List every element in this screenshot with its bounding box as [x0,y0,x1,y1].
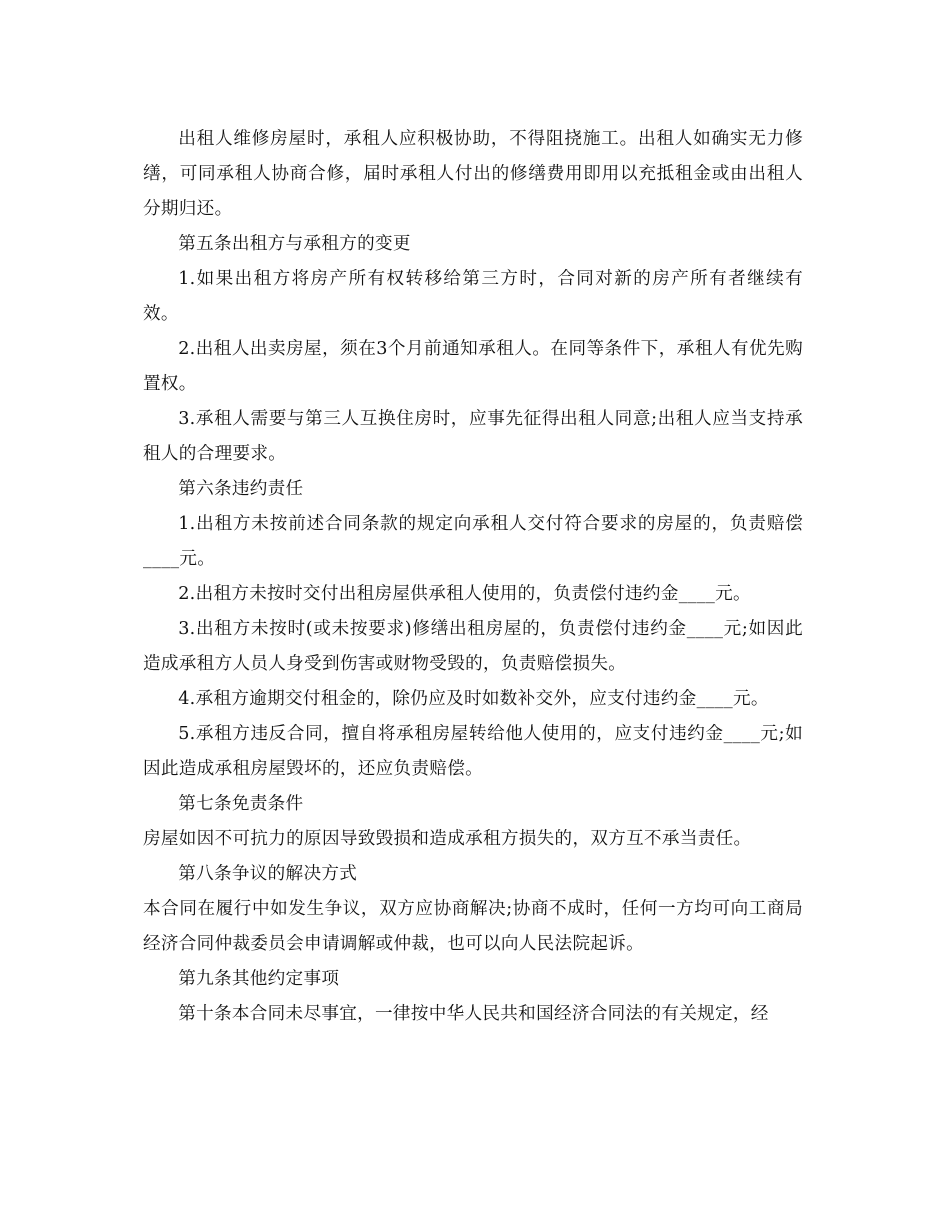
clause-6-4: 4.承租方逾期交付租金的，除仍应及时如数补交外，应支付违约金____元。 [178,689,769,709]
clause-7-body: 房屋如因不可抗力的原因导致毁损和造成承租方损失的，双方互不承当责任。 [143,829,752,849]
clause-6-5: 5.承租方违反合同，擅自将承租房屋转给他人使用的，应支付违约金____元;如因此造成承租房屋毁坏的，还应负责赔偿。 [143,724,803,779]
heading-article-10: 第十条本合同未尽事宜，一律按中华人民共和国经济合同法的有关规定，经 [178,1004,769,1024]
heading-article-9: 第九条其他约定事项 [178,969,340,989]
heading-article-7: 第七条免责条件 [178,794,304,814]
clause-8-body: 本合同在履行中如发生争议，双方应协商解决;协商不成时，任何一方均可向工商局经济合同仲裁委员会申请调解或仲裁，也可以向人民法院起诉。 [143,899,803,954]
heading-article-6: 第六条违约责任 [178,479,304,499]
clause-5-2: 2.出租人出卖房屋，须在3个月前通知承租人。在同等条件下，承租人有优先购置权。 [143,339,803,394]
heading-article-5: 第五条出租方与承租方的变更 [178,234,411,254]
paragraph-repair-cooperation: 出租人维修房屋时，承租人应积极协助，不得阻挠施工。出租人如确实无力修缮，可同承租人协商合修，届时承租人付出的修缮费用即用以充抵租金或由出租人分期归还。 [143,129,803,219]
clause-6-1: 1.出租方未按前述合同条款的规定向承租人交付符合要求的房屋的，负责赔偿____元。 [143,514,803,569]
heading-article-8: 第八条争议的解决方式 [178,864,358,884]
clause-5-1: 1.如果出租方将房产所有权转移给第三方时，合同对新的房产所有者继续有效。 [143,269,803,324]
clause-5-3: 3.承租人需要与第三人互换住房时，应事先征得出租人同意;出租人应当支持承租人的合理要求。 [143,409,803,464]
clause-6-3: 3.出租方未按时(或未按要求)修缮出租房屋的，负责偿付违约金____元;如因此造成承租方人员人身受到伤害或财物受毁的，负责赔偿损失。 [143,619,803,674]
document-page [143,122,803,1032]
clause-6-2: 2.出租方未按时交付出租房屋供承租人使用的，负责偿付违约金____元。 [178,584,751,604]
